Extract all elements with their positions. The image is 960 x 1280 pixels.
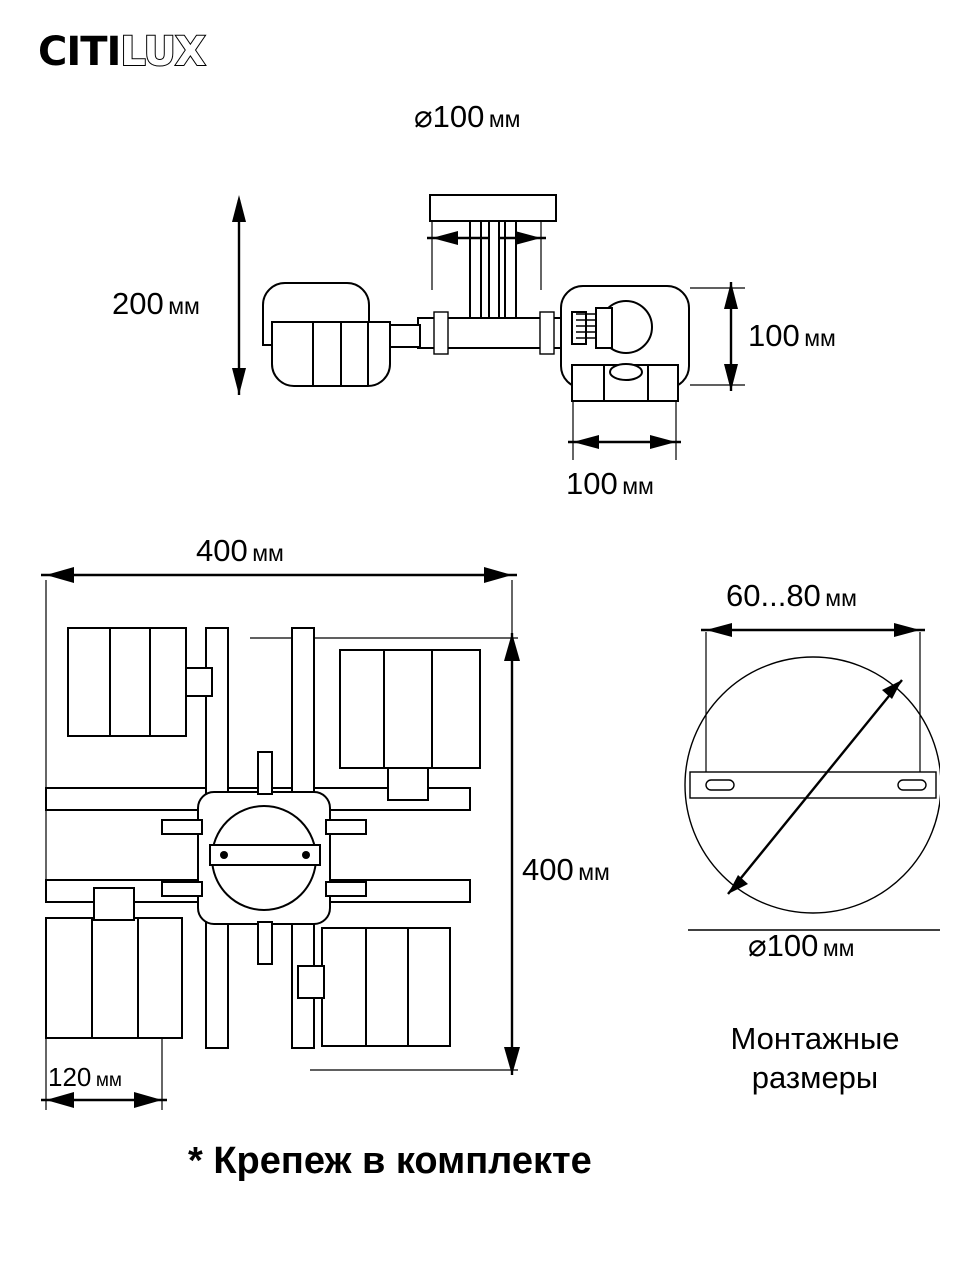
label-total-height: 200 мм [112, 286, 200, 321]
dim-screw-spacing [701, 623, 925, 790]
label-plan-depth: 400 мм [522, 852, 610, 887]
dim-total-height [232, 195, 246, 395]
mounting-caption [700, 1020, 930, 1098]
citilux-logo [38, 29, 205, 75]
logo-text-citi: CITI [38, 29, 121, 75]
footnote-hardware-included: * Крепеж в комплекте [188, 1140, 592, 1182]
label-fixture-width: 100 мм [566, 466, 654, 501]
label-fixture-height: 100 мм [748, 318, 836, 353]
dim-fixture-width [568, 400, 681, 460]
label-lamp-width: 120 мм [48, 1062, 122, 1092]
mounting-caption-line2: размеры [751, 1059, 879, 1095]
label-screw-spacing: 60...80 мм [726, 578, 857, 613]
plan-view-drawing [10, 530, 570, 1150]
mounting-caption-line1: Монтажные [730, 1021, 900, 1056]
label-plate-diameter: ⌀100 мм [748, 928, 855, 963]
label-plan-width: 400 мм [196, 533, 284, 568]
dim-top-diameter [427, 218, 546, 290]
dim-plate-diameter-leader [688, 680, 940, 930]
label-top-diameter: ⌀100 мм [414, 99, 521, 134]
logo-text-lux: LUX [120, 29, 205, 75]
dim-fixture-height [690, 282, 745, 391]
